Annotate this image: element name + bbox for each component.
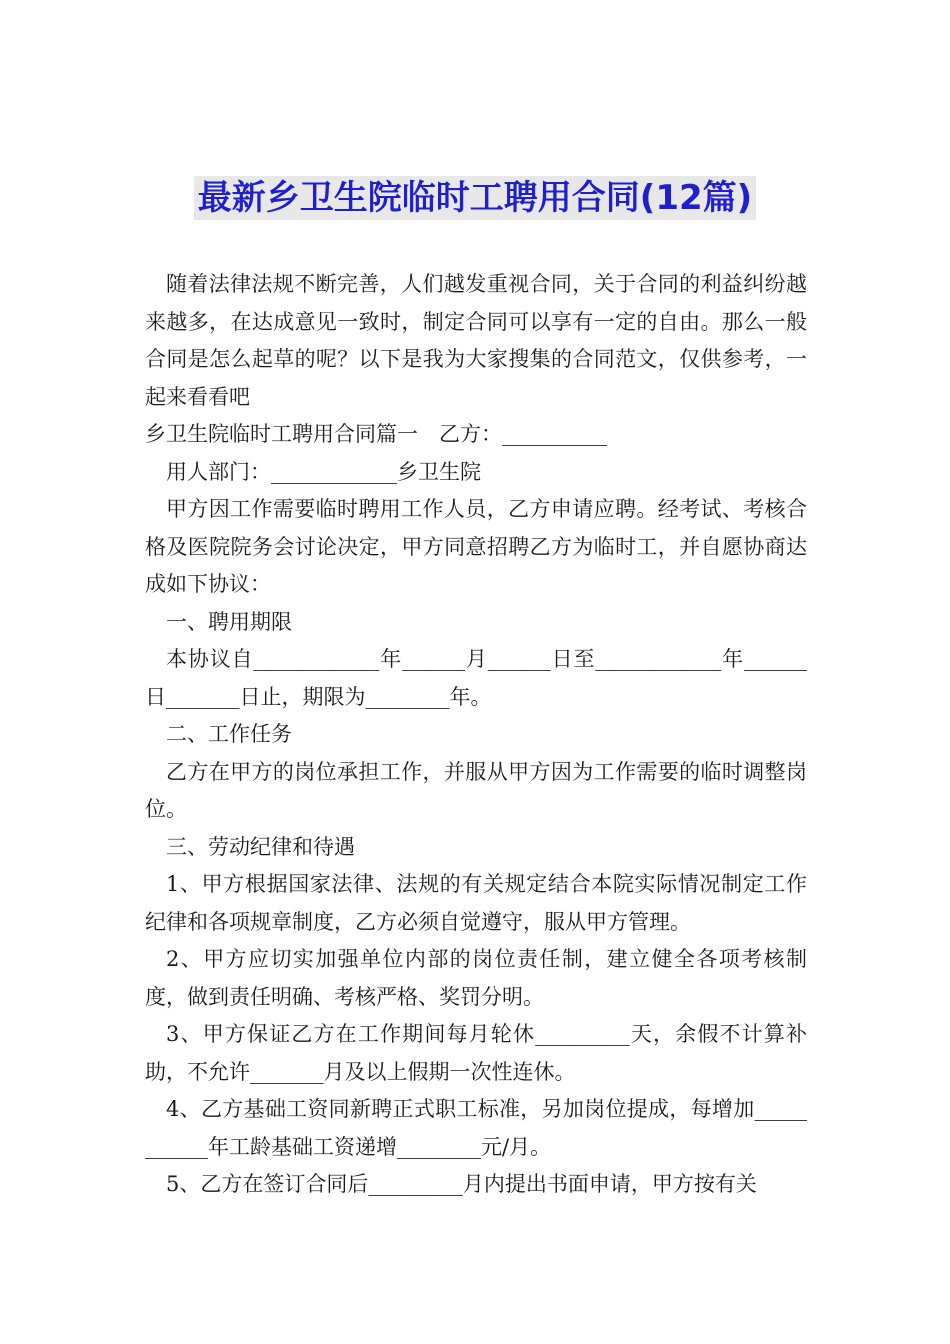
department-line: 用人部门：____________乡卫生院	[166, 459, 481, 484]
section-heading-tasks: 二、工作任务	[166, 722, 292, 746]
document-body	[145, 266, 807, 1204]
intro-paragraph: 随着法律法规不断完善，人们越发重视合同，关于合同的利益纠纷越来越多，在达成意见一致时，制定合同可以享有一定的自由。那么一般合同是怎么起草的呢？以下是我为大家搜集的合同范文，仅供参考，一起来看看吧	[145, 272, 807, 409]
clause-2: 2、甲方应切实加强单位内部的岗位责任制，建立健全各项考核制度，做到责任明确、考核严格、奖罚分明。	[145, 947, 807, 1009]
clause-4: 4、乙方基础工资同新聘正式职工标准，另加岗位提成，每增加___________年工龄基础工资递增________元/月。	[145, 1097, 807, 1159]
tasks-paragraph: 乙方在甲方的岗位承担工作，并服从甲方因为工作需要的临时调整岗位。	[145, 759, 807, 821]
term-paragraph: 本协议自____________年______月______日至____________年______日_______日止，期限为________年。	[145, 647, 807, 709]
section-heading-term: 一、聘用期限	[166, 609, 292, 634]
clause-5: 5、乙方在签订合同后_________月内提出书面申请，甲方按有关	[166, 1172, 757, 1196]
title-wrap	[0, 176, 950, 220]
clause-3: 3、甲方保证乙方在工作期间每月轮休_________天，余假不计算补助，不允许_______月及以上假期一次性连休。	[145, 1022, 807, 1084]
document-title: 最新乡卫生院临时工聘用合同(12篇)	[194, 176, 756, 220]
clause-1: 1、甲方根据国家法律、法规的有关规定结合本院实际情况制定工作纪律和各项规章制度，乙方必须自觉遵守，服从甲方管理。	[145, 872, 807, 934]
agreement-paragraph: 甲方因工作需要临时聘用工作人员，乙方申请应聘。经考试、考核合格及医院院务会讨论决定，甲方同意招聘乙方为临时工，并自愿协商达成如下协议：	[145, 497, 807, 596]
section-heading-discipline: 三、劳动纪律和待遇	[166, 834, 355, 859]
contract-heading-line: 乡卫生院临时工聘用合同篇一 乙方：__________	[145, 422, 607, 446]
